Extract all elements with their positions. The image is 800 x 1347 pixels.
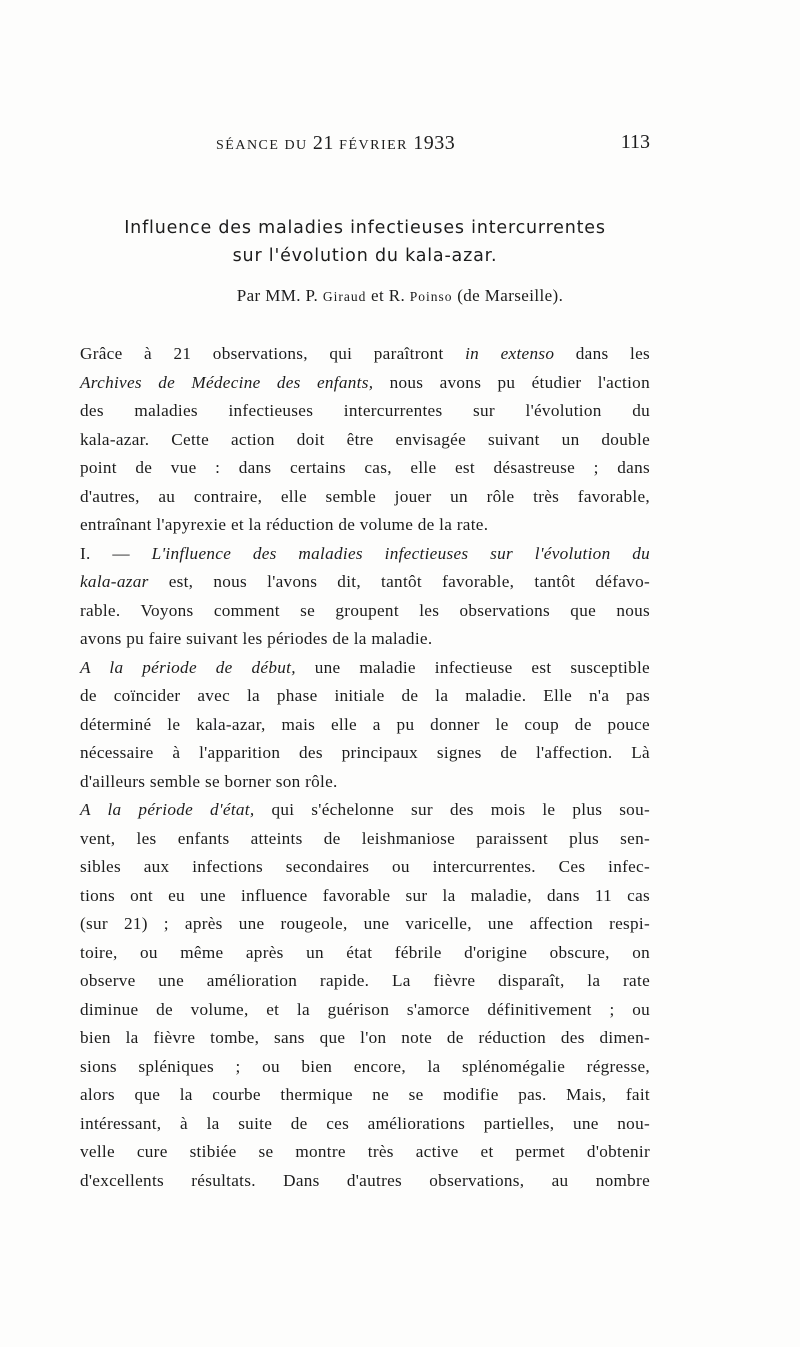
text-span: d'autres, au contraire, elle semble jouer un rôle très favorable, [80, 486, 650, 506]
text-line [80, 910, 650, 939]
text-span: point de vue : dans certains cas, elle est désastreuse ; dans [80, 458, 650, 477]
text-span: d'ailleurs semble se borner son rôle. [80, 771, 338, 791]
text-span: toire, ou même après un état fébrile d'origine obscure, on [80, 942, 650, 962]
text-line [80, 597, 650, 626]
article-title-line-1: Influence des maladies infectieuses intercurrentes [124, 218, 606, 238]
text-span: d'excellents résultats. Dans d'autres observations, au nombre [80, 1170, 650, 1190]
text-line [80, 1081, 650, 1110]
text-span: intéressant, à la suite de ces améliorations partielles, une nou- [80, 1113, 650, 1133]
italic-text: L'influence des maladies infectieuses sur l'évolution du [151, 543, 650, 563]
text-line [80, 1110, 650, 1139]
text-span: nous avons pu étudier l'action [373, 372, 650, 392]
running-head-month: FÉVRIER [339, 138, 409, 153]
text-span: I. — [80, 543, 152, 563]
text-line [80, 882, 650, 911]
text-line [80, 426, 650, 455]
text-line [80, 483, 650, 512]
text-span: dans les [554, 344, 650, 363]
text-span: alors que la courbe thermique ne se modifie pas. Mais, fait [80, 1085, 650, 1104]
running-head-year: 1933 [413, 132, 456, 154]
text-span: bien la fièvre tombe, sans que l'on note de réduction des dimen- [80, 1028, 650, 1047]
article-authors [0, 286, 800, 306]
text-span: kala-azar. Cette action doit être envisagée suivant un double [80, 429, 650, 449]
text-line [80, 340, 650, 369]
text-line [80, 796, 650, 825]
article-title-line-2: sur l'évolution du kala-azar. [232, 246, 498, 266]
text-line [80, 996, 650, 1025]
text-span: entraînant l'apyrexie et la réduction de volume de la rate. [80, 515, 489, 534]
text-line [80, 711, 650, 740]
text-span: observe une amélioration rapide. La fièvre disparaît, la rate [80, 971, 650, 990]
article-body [80, 340, 650, 1195]
text-span: des maladies infectieuses intercurrentes sur l'évolution du [80, 401, 650, 420]
text-line [80, 454, 650, 483]
text-span: sibles aux infections secondaires ou intercurrentes. Ces infec- [80, 857, 650, 876]
text-span: est, nous l'avons dit, tantôt favorable, tantôt défavo- [148, 572, 650, 591]
text-span: déterminé le kala-azar, mais elle a pu donner le coup de pouce [80, 714, 650, 734]
running-head-seance: SÉANCE DU [216, 138, 308, 153]
text-span: nécessaire à l'apparition des principaux signes de l'affection. Là [80, 743, 650, 762]
text-line [80, 1053, 650, 1082]
text-line [80, 397, 650, 426]
author-giraud: Giraud [322, 289, 367, 304]
text-span: de coïncider avec la phase initiale de la maladie. Elle n'a pas [80, 686, 650, 705]
italic-text: A la période de début, [80, 657, 296, 677]
text-line [80, 768, 650, 797]
italic-text: kala-azar [80, 572, 149, 591]
text-span: vent, les enfants atteints de leishmaniose paraissent plus sen- [80, 828, 650, 848]
author-poinso: Poinso [409, 289, 453, 304]
text-line [80, 369, 650, 398]
italic-text: Archives de Médecine des enfants, [80, 372, 374, 392]
text-line [80, 1167, 650, 1196]
running-head [216, 132, 455, 155]
text-span: diminue de volume, et la guérison s'amorce définitivement ; ou [80, 999, 650, 1019]
text-line [80, 739, 650, 768]
text-span: Grâce à 21 observations, qui paraîtront [80, 344, 466, 363]
text-span: avons pu faire suivant les périodes de la maladie. [80, 629, 433, 648]
authors-prefix: Par MM. P. [236, 286, 319, 305]
text-span: velle cure stibiée se montre très active et permet d'obtenir [80, 1142, 650, 1161]
text-span: qui s'échelonne sur des mois le plus sou- [254, 800, 650, 819]
text-line [80, 1138, 650, 1167]
text-line [80, 540, 650, 569]
running-head-day: 21 [312, 132, 334, 154]
text-line [80, 654, 650, 683]
text-line [80, 682, 650, 711]
text-line [80, 853, 650, 882]
text-line [80, 967, 650, 996]
text-line [80, 568, 650, 597]
text-line [80, 1024, 650, 1053]
text-span: tions ont eu une influence favorable sur la maladie, dans 11 cas [80, 885, 650, 905]
italic-text: A la période d'état, [80, 800, 255, 819]
page-number: 113 [620, 131, 650, 153]
text-span: (sur 21) ; après une rougeole, une varicelle, une affection respi- [80, 914, 650, 933]
text-span: rable. Voyons comment se groupent les observations que nous [80, 600, 650, 620]
text-span: sions spléniques ; ou bien encore, la splénomégalie régresse, [80, 1056, 650, 1076]
authors-suffix: (de Marseille). [457, 286, 564, 305]
text-span: une maladie infectieuse est susceptible [295, 657, 650, 677]
text-line [80, 625, 650, 654]
authors-mid: et R. [371, 286, 406, 305]
text-line [80, 825, 650, 854]
italic-text: in extenso [465, 344, 555, 363]
text-line [80, 511, 650, 540]
text-line [80, 939, 650, 968]
article-title [80, 214, 650, 270]
